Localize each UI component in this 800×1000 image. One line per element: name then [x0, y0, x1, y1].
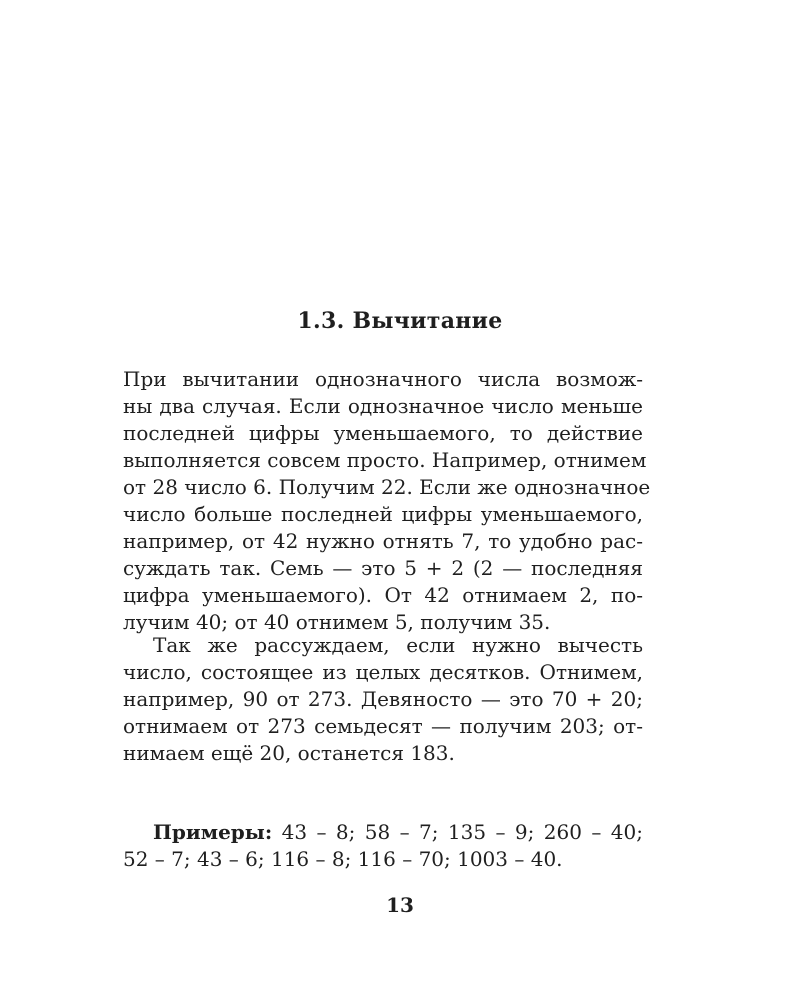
paragraph-line: суждать так. Семь — это 5 + 2 (2 — последняя: [123, 556, 643, 580]
paragraph-line: число, состоящее из целых десятков. Отнимем,: [123, 660, 643, 684]
paragraph-line: Так же рассуждаем, если нужно вычесть: [153, 633, 643, 657]
paragraph-2: [123, 632, 643, 767]
paragraph-line: ны два случая. Если однозначное число меньше: [123, 394, 643, 418]
paragraph-line: число больше последней цифры уменьшаемого,: [123, 502, 643, 526]
paragraph-line: последней цифры уменьшаемого, то действие: [123, 421, 643, 445]
paragraph-line: от 28 число 6. Получим 22. Если же однозначное: [123, 475, 651, 499]
paragraph-line: отнимаем от 273 семьдесят — получим 203; от-: [123, 714, 643, 738]
paragraph-line: выполняется совсем просто. Например, отнимем: [123, 448, 647, 472]
examples-text: 43 – 8; 58 – 7; 135 – 9; 260 – 40;: [272, 820, 643, 844]
examples-block: [123, 819, 643, 873]
examples-label: Примеры:: [153, 820, 273, 844]
paragraph-line: нимаем ещё 20, останется 183.: [123, 741, 455, 765]
examples-line-2: 52 – 7; 43 – 6; 116 – 8; 116 – 70; 1003 – 40.: [123, 847, 563, 871]
paragraph-line: лучим 40; от 40 отнимем 5, получим 35.: [123, 610, 551, 634]
section-heading: 1.3. Вычитание: [297, 308, 503, 334]
paragraph-line: например, от 42 нужно отнять 7, то удобно рас-: [123, 529, 643, 553]
paragraph-line: При вычитании однозначного числа возмож-: [123, 367, 643, 391]
paragraph-line: цифра уменьшаемого). От 42 отнимаем 2, по-: [123, 583, 643, 607]
examples-line-1: [123, 819, 643, 846]
page-number: 13: [386, 893, 414, 917]
paragraph-1: [123, 366, 651, 636]
paragraph-line: например, 90 от 273. Девяносто — это 70 + 20;: [123, 687, 643, 711]
